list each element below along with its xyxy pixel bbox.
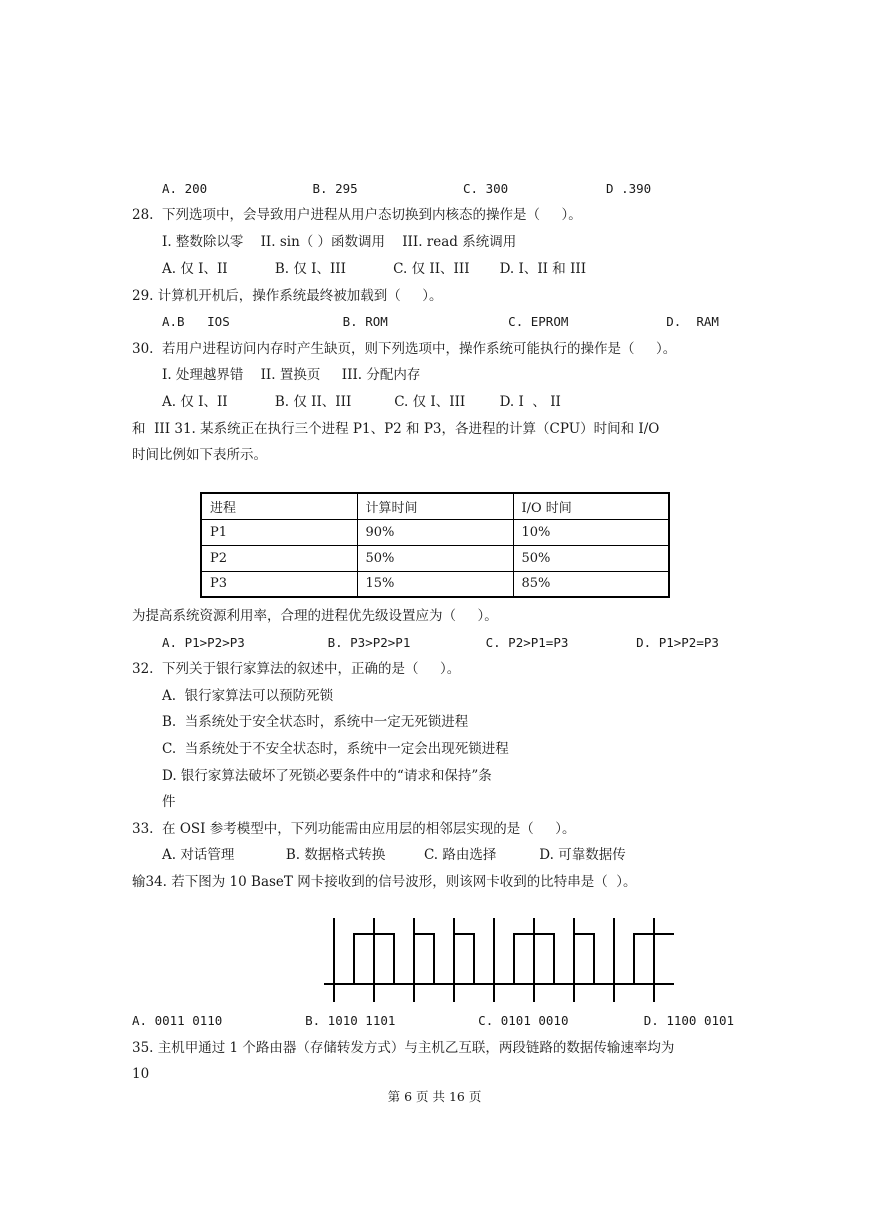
table-header-cell: 计算时间 bbox=[357, 493, 513, 519]
q27-options: A. 200 B. 295 C. 300 D .390 bbox=[162, 181, 652, 196]
table-header-cell: 进程 bbox=[201, 493, 357, 519]
q30-options: A. 仅 I、II B. 仅 II、III C. 仅 I、III D. I 、 II bbox=[162, 394, 561, 410]
table-cell: P1 bbox=[201, 519, 357, 545]
q29-stem: 29. 计算机开机后，操作系统最终被加载到（ ）。 bbox=[132, 288, 443, 304]
q34-options: A. 0011 0110 B. 1010 1101 C. 0101 0010 D. 1100 0101 bbox=[132, 1013, 735, 1028]
table-row bbox=[201, 545, 669, 571]
table-header-cell: I/O 时间 bbox=[513, 493, 669, 519]
q31-stem-cont: 时间比例如下表所示。 bbox=[132, 447, 267, 463]
table-header-row bbox=[201, 493, 669, 519]
q32-option-a: A. 银行家算法可以预防死锁 bbox=[162, 688, 334, 704]
q31-options: A. P1>P2>P3 B. P3>P2>P1 C. P2>P1=P3 D. P1>P2=P3 bbox=[162, 635, 719, 650]
q35-stem: 35. 主机甲通过 1 个路由器（存储转发方式）与主机乙互联，两段链路的数据传输速率均为 bbox=[132, 1040, 675, 1056]
q31-stem: 和 III 31. 某系统正在执行三个进程 P1、P2 和 P3，各进程的计算（CPU）时间和 I/O bbox=[132, 421, 660, 437]
table-cell: 15% bbox=[357, 571, 513, 597]
q32-stem: 32. 下列关于银行家算法的叙述中，正确的是（ ）。 bbox=[132, 661, 461, 677]
table-cell: 10% bbox=[513, 519, 669, 545]
process-table bbox=[200, 492, 670, 598]
q33-stem: 33. 在 OSI 参考模型中，下列功能需由应用层的相邻层实现的是（ ）。 bbox=[132, 821, 576, 837]
q30-stem: 30. 若用户进程访问内存时产生缺页，则下列选项中，操作系统可能执行的操作是（ ）。 bbox=[132, 341, 677, 357]
q34-stem: 输34. 若下图为 10 BaseT 网卡接收到的信号波形，则该网卡收到的比特串是（ ）。 bbox=[132, 874, 637, 890]
q32-option-b: B. 当系统处于安全状态时，系统中一定无死锁进程 bbox=[162, 714, 469, 730]
page-footer: 第 6 页 共 16 页 bbox=[387, 1089, 482, 1104]
waveform-signal bbox=[334, 934, 674, 984]
q30-items: I. 处理越界错 II. 置换页 III. 分配内存 bbox=[162, 367, 421, 383]
q35-stem-cont: 10 bbox=[132, 1066, 150, 1082]
q32-option-d-cont: 件 bbox=[162, 794, 176, 810]
q32-option-c: C. 当系统处于不安全状态时，系统中一定会出现死锁进程 bbox=[162, 741, 509, 757]
table-cell: P3 bbox=[201, 571, 357, 597]
table-cell: 85% bbox=[513, 571, 669, 597]
table-cell: P2 bbox=[201, 545, 357, 571]
table-row bbox=[201, 571, 669, 597]
q32-option-d: D. 银行家算法破坏了死锁必要条件中的“请求和保持”条 bbox=[162, 768, 492, 784]
table-cell: 50% bbox=[513, 545, 669, 571]
table-cell: 90% bbox=[357, 519, 513, 545]
table-cell: 50% bbox=[357, 545, 513, 571]
q29-options: A.B IOS B. ROM C. EPROM D. RAM bbox=[162, 314, 719, 329]
q28-stem: 28. 下列选项中，会导致用户进程从用户态切换到内核态的操作是（ ）。 bbox=[132, 207, 582, 223]
q28-options: A. 仅 I、II B. 仅 I、III C. 仅 II、III D. I、II 和 III bbox=[162, 261, 587, 277]
signal-waveform-diagram bbox=[322, 916, 682, 1006]
q28-items: I. 整数除以零 II. sin（ ）函数调用 III. read 系统调用 bbox=[162, 234, 517, 250]
table-row bbox=[201, 519, 669, 545]
q31-question: 为提高系统资源利用率，合理的进程优先级设置应为（ ）。 bbox=[132, 608, 498, 624]
q33-options: A. 对话管理 B. 数据格式转换 C. 路由选择 D. 可靠数据传 bbox=[162, 847, 626, 863]
